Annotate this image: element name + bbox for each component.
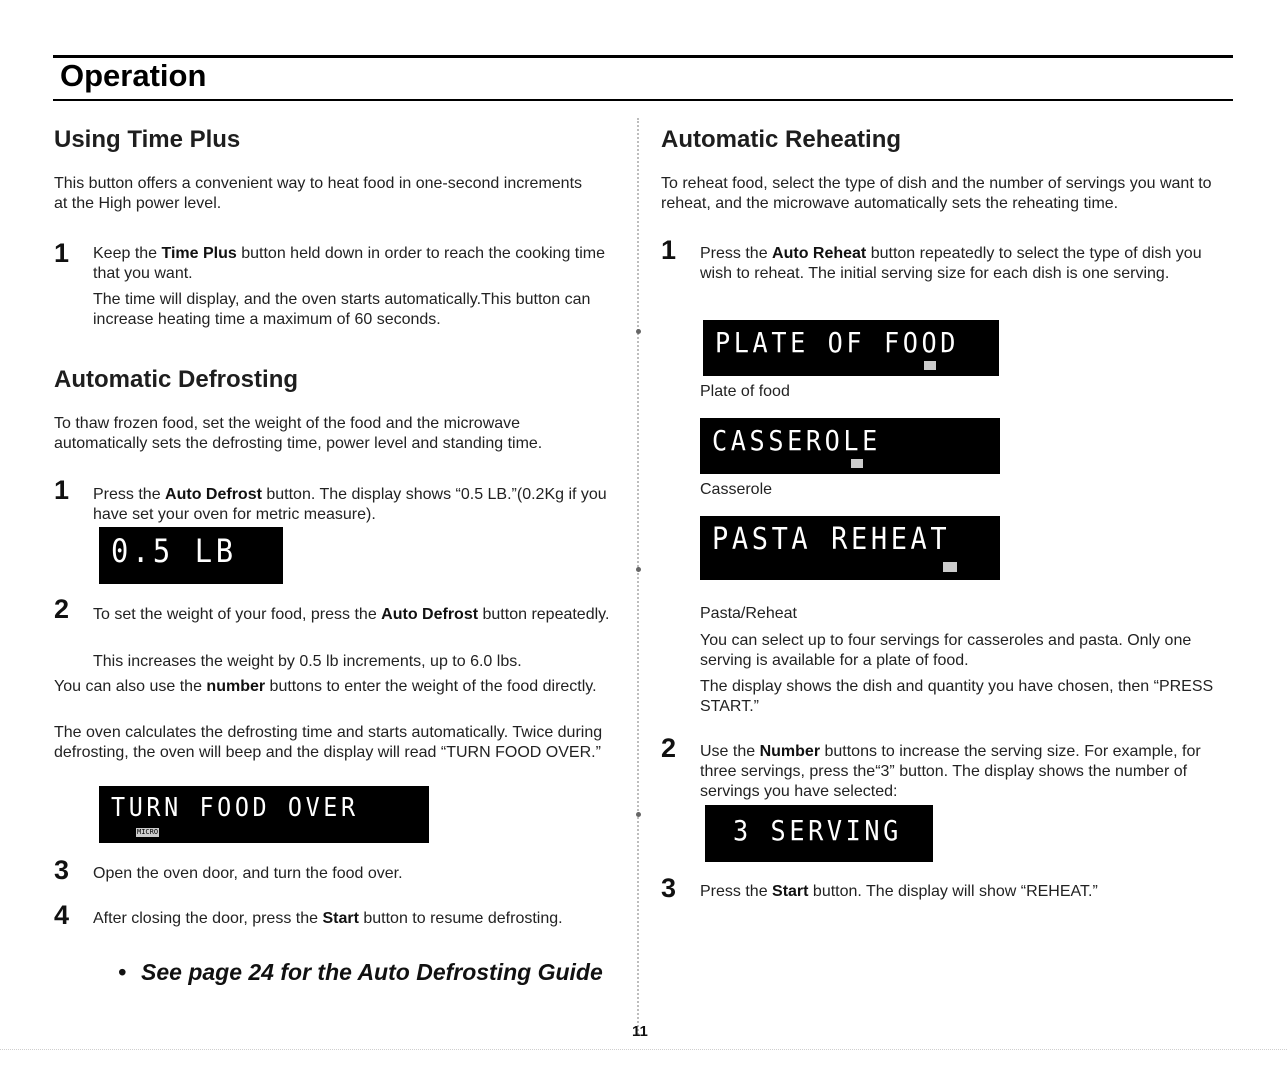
divider-dot bbox=[636, 812, 641, 817]
defrost-step-2: To set the weight of your food, press the Auto Defrost button repeatedly. bbox=[93, 606, 610, 623]
display-turn-food-over-text: TURN FOOD OVER bbox=[111, 793, 359, 823]
caption-pasta-reheat: Pasta/Reheat bbox=[700, 605, 797, 622]
caption-casserole: Casserole bbox=[700, 481, 773, 498]
section-heading-defrost: Automatic Defrosting bbox=[54, 366, 299, 393]
step-number: 2 bbox=[661, 733, 677, 763]
step-number: 1 bbox=[54, 475, 70, 505]
step-number: 3 bbox=[661, 873, 677, 903]
display-plate-of-food bbox=[703, 320, 999, 376]
reheat-display-note: The display shows the dish and quantity you have chosen, then “PRESS START.” bbox=[700, 678, 1214, 715]
display-plate-of-food-text: PLATE OF FOOD bbox=[715, 326, 960, 359]
header-rule-bottom bbox=[53, 99, 1233, 101]
display-servings bbox=[705, 805, 933, 862]
reheat-intro: To reheat food, select the type of dish and the number of servings you want to reheat, and the microwave automatically sets the reheating time. bbox=[661, 175, 1212, 212]
reheat-servings-note: You can select up to four servings for casseroles and pasta. Only one serving is available for a plate of food. bbox=[700, 632, 1192, 669]
auto-defrost-guide-reference: See page 24 for the Auto Defrosting Guide bbox=[141, 959, 603, 985]
display-indicator bbox=[851, 459, 863, 468]
reheat-step-2: Use the Number buttons to increase the serving size. For example, for three servings, press the“3” button. The display shows the number of servings you have selected: bbox=[700, 743, 1201, 800]
display-weight-text: 0.5 LB bbox=[111, 532, 237, 570]
page-title: Operation bbox=[60, 58, 207, 93]
defrost-step-4: After closing the door, press the Start button to resume defrosting. bbox=[93, 910, 563, 927]
page-number: 11 bbox=[632, 1023, 648, 1040]
display-weight bbox=[99, 527, 283, 584]
defrost-step-2-note: This increases the weight by 0.5 lb increments, up to 6.0 lbs. bbox=[93, 653, 522, 670]
step-number: 2 bbox=[54, 594, 70, 624]
defrost-intro: To thaw frozen food, set the weight of the food and the microwave automatically sets the defrosting time, power level and standing time. bbox=[54, 415, 543, 452]
reheat-step-1: Press the Auto Reheat button repeatedly to select the type of dish you wish to reheat. The initial serving size for each dish is one serving. bbox=[700, 245, 1202, 282]
defrost-step-1: Press the Auto Defrost button. The display shows “0.5 LB.”(0.2Kg if you have set your oven for metric measure). bbox=[93, 486, 607, 523]
defrost-calc-note: The oven calculates the defrosting time and starts automatically. Twice during defrosting, the oven will beep and the display will read “TURN FOOD OVER.” bbox=[54, 724, 603, 761]
column-divider bbox=[637, 118, 639, 1035]
time-plus-step-1: Keep the Time Plus button held down in order to reach the cooking time that you want. bbox=[93, 245, 606, 282]
display-servings-text: 3 SERVING bbox=[733, 814, 902, 847]
display-indicator bbox=[924, 361, 936, 370]
display-pasta-reheat-text: PASTA REHEAT bbox=[712, 522, 951, 557]
footer-rule bbox=[0, 1049, 1287, 1050]
display-indicator: MICRO bbox=[137, 828, 159, 836]
display-casserole bbox=[700, 418, 1000, 474]
guide-bullet: • bbox=[118, 959, 127, 985]
step-number: 1 bbox=[54, 238, 70, 268]
display-casserole-text: CASSEROLE bbox=[712, 424, 881, 457]
divider-dot bbox=[636, 329, 641, 334]
section-heading-time-plus: Using Time Plus bbox=[54, 126, 241, 153]
section-heading-reheat: Automatic Reheating bbox=[661, 126, 902, 153]
display-indicator bbox=[943, 562, 957, 572]
reheat-step-3: Press the Start button. The display will show “REHEAT.” bbox=[700, 883, 1098, 900]
display-pasta-reheat bbox=[700, 516, 1000, 580]
divider-dot bbox=[636, 567, 641, 572]
header-rule-top bbox=[53, 55, 1233, 58]
step-number: 4 bbox=[54, 900, 70, 930]
display-turn-food-over bbox=[99, 786, 429, 843]
defrost-number-buttons: You can also use the number buttons to enter the weight of the food directly. bbox=[54, 678, 597, 695]
time-plus-intro: This button offers a convenient way to heat food in one-second increments at the High power level. bbox=[54, 175, 583, 212]
step-number: 3 bbox=[54, 855, 70, 885]
time-plus-step-1-note: The time will display, and the oven starts automatically.This button can increase heating time a maximum of 60 seconds. bbox=[93, 291, 591, 328]
defrost-step-3: Open the oven door, and turn the food over. bbox=[93, 865, 403, 882]
caption-plate-of-food: Plate of food bbox=[700, 383, 790, 400]
step-number: 1 bbox=[661, 235, 677, 265]
